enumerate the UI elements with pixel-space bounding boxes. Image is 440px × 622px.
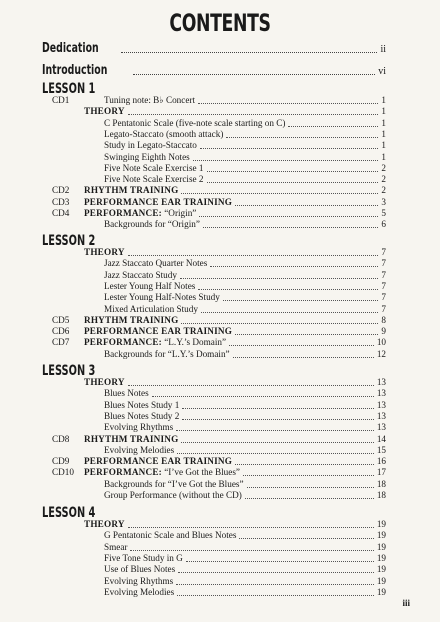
- entry-page-number: 2: [381, 162, 386, 173]
- toc-entry: [104, 140, 386, 151]
- toc-entry: [104, 129, 386, 140]
- toc-row[interactable]: [0, 456, 440, 467]
- toc-row[interactable]: [0, 185, 440, 196]
- entry-title: Legato-Staccato (smooth attack): [104, 128, 224, 139]
- entry-title: Five Note Scale Exercise 2: [104, 174, 204, 185]
- entry-page-number: 1: [381, 95, 386, 105]
- entry-subtitle: “I’ve Got the Blues”: [161, 467, 241, 478]
- toc-entry: [84, 456, 386, 467]
- entry-title: PERFORMANCE EAR TRAINING: [84, 456, 233, 467]
- lesson-heading: LESSON 4: [42, 505, 96, 521]
- lesson-heading: LESSON 1: [42, 81, 96, 97]
- toc-entry: [84, 337, 386, 348]
- entry-page-number: 15: [376, 444, 386, 455]
- entry-page-number: 19: [376, 541, 386, 552]
- leader-dots: [288, 126, 378, 127]
- entry-page-number: 12: [376, 348, 386, 359]
- entry-page-number: 3: [381, 196, 386, 207]
- entry-page-number: 5: [381, 208, 386, 218]
- entry-page-number: 2: [381, 185, 386, 196]
- entry-page-number: 7: [381, 258, 386, 269]
- toc-row[interactable]: [0, 174, 440, 185]
- front-label: Dedication: [42, 41, 99, 56]
- toc-entry: [104, 349, 386, 360]
- leader-dots: [181, 323, 378, 324]
- toc-row[interactable]: [0, 197, 440, 208]
- toc-entry: [104, 270, 386, 281]
- toc-row[interactable]: [0, 163, 440, 174]
- entry-page-number: 13: [376, 410, 386, 421]
- entry-title: PERFORMANCE EAR TRAINING: [84, 196, 233, 207]
- entry-title: Five Note Scale Exercise 1: [104, 162, 204, 173]
- entry-page-number: 7: [381, 292, 386, 303]
- leader-dots: [182, 408, 374, 409]
- entry-title: Evolving Melodies: [104, 444, 175, 455]
- entry-title: Swinging Eighth Notes: [104, 151, 190, 162]
- entry-title: Mixed Articulation Study: [104, 303, 198, 314]
- cd-track: CD1: [52, 95, 70, 105]
- toc-row[interactable]: [0, 315, 440, 326]
- toc-row[interactable]: [0, 337, 440, 348]
- leader-dots: [243, 475, 374, 476]
- entry-page-number: 6: [381, 219, 386, 230]
- front-page-number: ii: [380, 44, 386, 55]
- leader-dots: [245, 498, 374, 499]
- cd-track: CD7: [52, 337, 70, 348]
- toc-entry: [104, 292, 386, 303]
- toc-row[interactable]: [0, 530, 440, 541]
- front-page-number: vi: [378, 66, 386, 77]
- entry-title: THEORY: [84, 377, 125, 387]
- toc-row[interactable]: [0, 292, 440, 303]
- entry-page-number: 7: [381, 280, 386, 291]
- toc-row[interactable]: [0, 152, 440, 163]
- toc-entry: [104, 388, 386, 399]
- entry-page-number: 7: [381, 269, 386, 280]
- entry-title: Jazz Staccato Quarter Notes: [104, 258, 208, 269]
- toc-row[interactable]: [0, 208, 440, 219]
- entry-title: Study in Legato-Staccato: [104, 140, 197, 151]
- entry-subtitle: “Origin”: [161, 208, 197, 218]
- entry-title: Backgrounds for “Origin”: [104, 219, 200, 230]
- entry-title: Blues Notes Study 1: [104, 399, 180, 410]
- toc-entry: [104, 422, 386, 433]
- toc-row[interactable]: [0, 281, 440, 292]
- entry-page-number: 19: [376, 564, 386, 575]
- leader-dots: [130, 550, 373, 551]
- entry-title: Backgrounds for “L.Y.’s Domain”: [104, 348, 230, 359]
- leader-dots: [235, 334, 378, 335]
- entry-page-number: 19: [376, 575, 386, 586]
- entry-title: Lester Young Half-Notes Study: [104, 292, 220, 303]
- leader-dots: [200, 148, 379, 149]
- leader-dots: [226, 137, 378, 138]
- leader-dots: [176, 430, 374, 431]
- entry-title: Smear: [104, 541, 128, 552]
- cd-track: CD6: [52, 326, 70, 337]
- toc-entry: [104, 304, 386, 315]
- toc-entry: [104, 95, 386, 106]
- cd-track: CD10: [52, 467, 74, 478]
- entry-title: Evolving Rhythms: [104, 422, 174, 433]
- toc-entry: [104, 576, 386, 587]
- cd-track: CD5: [52, 314, 70, 325]
- leader-dots: [207, 182, 379, 183]
- toc-entry: [104, 163, 386, 174]
- leader-dots: [186, 561, 374, 562]
- toc-row[interactable]: [0, 326, 440, 337]
- toc-row[interactable]: [0, 95, 440, 106]
- leader-dots: [207, 171, 379, 172]
- entry-page-number: 1: [381, 117, 386, 128]
- leader-dots: [178, 572, 374, 573]
- toc-row[interactable]: [0, 490, 440, 501]
- toc-entry: [84, 315, 386, 326]
- toc-row[interactable]: [0, 542, 440, 553]
- leader-dots: [210, 266, 378, 267]
- entry-page-number: 16: [376, 456, 386, 467]
- entry-title: RHYTHM TRAINING: [84, 433, 179, 444]
- leader-dots: [198, 289, 378, 290]
- entry-page-number: 19: [376, 586, 386, 597]
- leader-dots: [198, 103, 378, 104]
- leader-dots: [128, 114, 379, 115]
- lesson-heading: LESSON 2: [42, 233, 96, 249]
- toc-entry: [84, 208, 386, 219]
- entry-page-number: 18: [376, 478, 386, 489]
- entry-page-number: 19: [376, 530, 386, 541]
- toc-row[interactable]: [0, 129, 440, 140]
- toc-entry: [104, 152, 386, 163]
- entry-title: PERFORMANCE EAR TRAINING: [84, 326, 233, 337]
- toc-entry: [104, 219, 386, 230]
- leader-dots: [235, 464, 374, 465]
- toc-row[interactable]: [0, 519, 440, 530]
- toc-row[interactable]: [0, 564, 440, 575]
- entry-page-number: 13: [376, 422, 386, 433]
- entry-page-number: 18: [376, 490, 386, 500]
- leader-dots: [181, 442, 373, 443]
- leader-dots: [182, 419, 374, 420]
- toc-entry: [84, 377, 386, 388]
- toc-row[interactable]: [0, 258, 440, 269]
- toc-entry: [104, 553, 386, 564]
- leader-dots: [177, 595, 374, 596]
- entry-page-number: 17: [376, 467, 386, 478]
- leader-dots: [233, 357, 374, 358]
- leader-dots: [235, 205, 378, 206]
- entry-page-number: 8: [381, 314, 386, 325]
- toc-entry: [84, 106, 386, 117]
- entry-title: PERFORMANCE:: [84, 337, 162, 348]
- entry-title: Backgrounds for “I’ve Got the Blues”: [104, 478, 244, 489]
- leader-dots: [239, 538, 373, 539]
- entry-title: THEORY: [84, 247, 125, 257]
- entry-title: PERFORMANCE:: [84, 208, 162, 218]
- cd-track: CD8: [52, 433, 70, 444]
- toc-entry: [104, 118, 386, 129]
- leader-dots: [128, 527, 374, 528]
- entry-title: Blues Notes Study 2: [104, 410, 180, 421]
- toc-entry: [84, 197, 386, 208]
- toc-row[interactable]: [0, 106, 440, 117]
- toc-entry: [104, 542, 386, 553]
- toc-entry: [84, 326, 386, 337]
- toc-entry: [104, 174, 386, 185]
- entry-title: Group Performance (without the CD): [104, 490, 242, 500]
- leader-dots: [121, 52, 378, 53]
- toc-row[interactable]: [0, 377, 440, 388]
- entry-title: Use of Blues Notes: [104, 564, 176, 575]
- leader-dots: [176, 584, 374, 585]
- toc-row[interactable]: [0, 219, 440, 230]
- toc-row[interactable]: [0, 118, 440, 129]
- entry-page-number: 10: [376, 337, 386, 348]
- entry-page-number: 19: [376, 519, 386, 529]
- leader-dots: [193, 160, 379, 161]
- entry-page-number: 7: [381, 247, 386, 257]
- toc-row[interactable]: [0, 304, 440, 315]
- leader-dots: [177, 453, 374, 454]
- entry-title: PERFORMANCE:: [84, 467, 162, 478]
- entry-title: Five Tone Study in G: [104, 552, 183, 563]
- entry-page-number: 19: [376, 552, 386, 563]
- toc-entry: [104, 411, 386, 422]
- toc-row[interactable]: [0, 434, 440, 445]
- leader-dots: [128, 255, 379, 256]
- entry-page-number: 2: [381, 174, 386, 185]
- leader-dots: [229, 345, 374, 346]
- leader-dots: [181, 193, 378, 194]
- entry-page-number: 13: [376, 399, 386, 410]
- toc-entry: [104, 281, 386, 292]
- toc-row[interactable]: [0, 140, 440, 151]
- leader-dots: [180, 278, 378, 279]
- toc-entry: [104, 530, 386, 541]
- toc-row[interactable]: [0, 247, 440, 258]
- toc-row[interactable]: [0, 388, 440, 399]
- toc-row[interactable]: [0, 576, 440, 587]
- toc-entry: [104, 587, 386, 598]
- entry-title: C Pentatonic Scale (five-note scale starting on C): [104, 117, 286, 128]
- toc-entry: [84, 185, 386, 196]
- leader-dots: [201, 312, 378, 313]
- entry-title: Evolving Melodies: [104, 586, 175, 597]
- toc-entry: [84, 467, 386, 478]
- entry-page-number: 1: [381, 128, 386, 139]
- toc-front-introduction[interactable]: [42, 60, 386, 78]
- entry-page-number: 1: [381, 151, 386, 162]
- toc-entry: [84, 519, 386, 530]
- toc-entry: [104, 400, 386, 411]
- lesson-heading: LESSON 3: [42, 363, 96, 379]
- toc-entry: [84, 247, 386, 258]
- entry-title: THEORY: [84, 106, 125, 117]
- toc-row[interactable]: [0, 411, 440, 422]
- toc-row[interactable]: [0, 587, 440, 598]
- leader-dots: [199, 216, 378, 217]
- entry-title: RHYTHM TRAINING: [84, 185, 179, 196]
- entry-title: Blues Notes: [104, 388, 149, 399]
- entry-page-number: 13: [376, 388, 386, 399]
- entry-page-number: 7: [381, 303, 386, 314]
- entry-page-number: 1: [381, 140, 386, 151]
- entry-title: THEORY: [84, 519, 125, 529]
- entry-title: RHYTHM TRAINING: [84, 314, 179, 325]
- cd-track: CD9: [52, 456, 70, 467]
- leader-dots: [203, 227, 378, 228]
- toc-row[interactable]: [0, 349, 440, 360]
- toc-entry: [104, 258, 386, 269]
- toc-entry: [104, 479, 386, 490]
- toc-entry: [104, 490, 386, 501]
- toc-row[interactable]: [0, 400, 440, 411]
- entry-title: G Pentatonic Scale and Blues Notes: [104, 530, 237, 541]
- toc-row[interactable]: [0, 445, 440, 456]
- toc-entry: [104, 564, 386, 575]
- toc-row[interactable]: [0, 553, 440, 564]
- leader-dots: [247, 487, 374, 488]
- entry-title: Tuning note: B♭ Concert: [104, 95, 196, 105]
- front-label: Introduction: [42, 63, 108, 78]
- toc-entry: [84, 434, 386, 445]
- entry-page-number: 9: [381, 326, 386, 337]
- toc-row[interactable]: [0, 270, 440, 281]
- entry-title: Lester Young Half Notes: [104, 280, 196, 291]
- leader-dots: [128, 385, 374, 386]
- toc-row[interactable]: [0, 479, 440, 490]
- toc-entry: [104, 445, 386, 456]
- leader-dots: [223, 300, 379, 301]
- entry-subtitle: “L.Y.’s Domain”: [161, 337, 227, 348]
- toc-row[interactable]: [0, 422, 440, 433]
- entry-page-number: 13: [376, 377, 386, 387]
- entry-title: Evolving Rhythms: [104, 575, 174, 586]
- leader-dots: [133, 74, 375, 75]
- page-folio: iii: [402, 598, 410, 608]
- toc-front-dedication[interactable]: [42, 38, 386, 56]
- page-title: CONTENTS: [169, 9, 271, 37]
- entry-page-number: 14: [376, 433, 386, 444]
- cd-track: CD4: [52, 208, 70, 218]
- cd-track: CD3: [52, 196, 70, 207]
- toc-row[interactable]: [0, 467, 440, 478]
- entry-title: Jazz Staccato Study: [104, 269, 177, 280]
- cd-track: CD2: [52, 185, 70, 196]
- leader-dots: [152, 396, 374, 397]
- entry-page-number: 1: [381, 106, 386, 117]
